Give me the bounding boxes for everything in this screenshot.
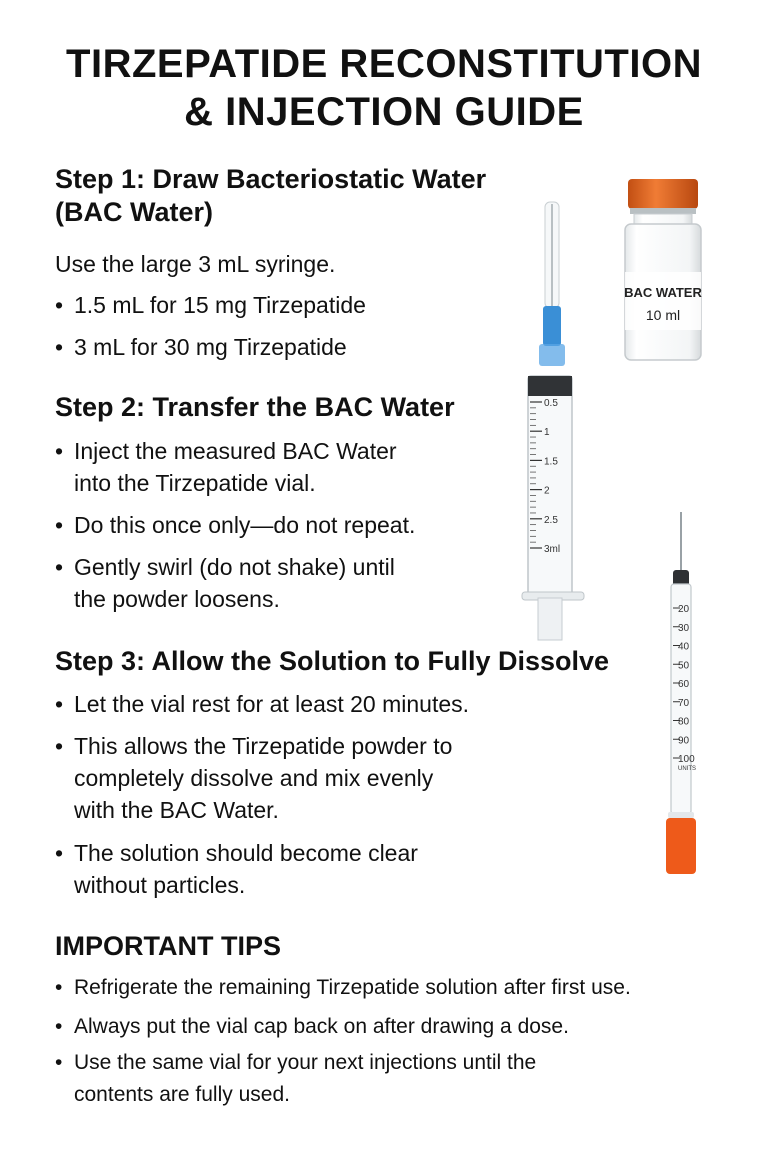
tips-heading: IMPORTANT TIPS — [55, 931, 281, 961]
text-line: completely dissolve and mix evenly — [74, 765, 434, 791]
text-line: into the Tirzepatide vial. — [74, 470, 316, 496]
step3-bullet-3-text — [74, 837, 418, 901]
insulin-syringe-tick-label: 40 — [678, 641, 690, 653]
big-syringe-tick-label: 0.5 — [544, 398, 558, 409]
text-line: with the BAC Water. — [74, 797, 279, 823]
insulin-syringe-icon — [650, 510, 720, 880]
text-line: Let the vial rest for at least 20 minutes. — [74, 691, 470, 717]
step1-bullet-1-text: 1.5 mL for 15 mg Tirzepatide — [74, 292, 366, 318]
big-syringe-tick-label: 1.5 — [544, 456, 558, 468]
syringe-hub — [543, 306, 561, 346]
insulin-syringe-tick-label: 100 — [678, 754, 695, 765]
bullet-dot: • — [55, 1015, 63, 1038]
step1-heading-line-2: (BAC Water) — [55, 197, 213, 227]
bullet-dot: • — [55, 840, 64, 866]
title-line-2: & INJECTION GUIDE — [184, 90, 584, 134]
insulin-syringe-tick-label: 90 — [678, 735, 690, 747]
step3-bullet-1-text — [74, 688, 469, 720]
step1-heading-line-1: Step 1: Draw Bacteriostatic Water — [55, 164, 487, 194]
tips-bullet-2-text — [74, 1011, 569, 1043]
vial-label-line-2: 10 ml — [645, 307, 681, 323]
bullet-dot: • — [55, 1051, 63, 1074]
bullet-dot: • — [55, 438, 64, 464]
text-line: The solution should become clear — [74, 840, 418, 866]
bullet-dot: • — [55, 554, 64, 580]
text-line: Do this once only—do not repeat. — [74, 512, 416, 538]
bullet-dot: • — [55, 334, 64, 360]
text-line: Gently swirl (do not shake) until — [74, 554, 395, 580]
syringe-barrel — [528, 376, 572, 596]
big-syringe-tick-label: 2.5 — [544, 514, 558, 526]
page-title — [0, 40, 768, 136]
syringe-plunger — [538, 598, 562, 640]
bullet-dot: • — [55, 292, 64, 318]
text-line: Inject the measured BAC Water — [74, 438, 397, 464]
tips-bullet-3-text — [74, 1047, 536, 1111]
bullet-dot: • — [55, 512, 64, 538]
title-line-1: TIRZEPATIDE RECONSTITUTION — [66, 42, 702, 86]
bullet-dot: • — [55, 691, 64, 717]
step1-bullet-2-text: 3 mL for 30 mg Tirzepatide — [74, 334, 347, 360]
insulin-syringe-tick-label: 80 — [678, 716, 690, 728]
vial-cap — [628, 179, 698, 209]
big-syringe-tick-label: 2 — [544, 485, 550, 497]
insulin-syringe-cap — [666, 818, 696, 874]
vial-label-line-1: BAC WATER — [624, 285, 702, 300]
insulin-syringe-tick-label: 30 — [678, 622, 690, 634]
text-line: Always put the vial cap back on after drawing a dose. — [74, 1015, 569, 1038]
bullet-dot: • — [55, 733, 64, 759]
text-line: Refrigerate the remaining Tirzepatide solution after first use. — [74, 976, 631, 999]
insulin-syringe-tick-label: 50 — [678, 660, 690, 672]
large-syringe-icon — [518, 200, 588, 650]
big-syringe-tick-label: 3ml — [544, 544, 561, 555]
text-line: Use the same vial for your next injections until the — [74, 1051, 537, 1074]
text-line: without particles. — [74, 872, 246, 898]
step3-heading: Step 3: Allow the Solution to Fully Dissolve — [55, 646, 610, 676]
insulin-syringe-tick-label: 60 — [678, 679, 690, 690]
text-line: contents are fully used. — [74, 1083, 290, 1106]
big-syringe-tick-label: 1 — [544, 427, 550, 439]
step3-bullet-2-text — [74, 730, 452, 826]
step2-heading: Step 2: Transfer the BAC Water — [55, 392, 455, 422]
step2-bullet-3-text — [74, 551, 395, 615]
step2-bullet-2-text — [74, 509, 415, 541]
insulin-syringe-tick-label: 20 — [678, 604, 690, 615]
bullet-dot: • — [55, 976, 63, 999]
bac-water-vial-icon — [620, 176, 706, 366]
insulin-syringe-units-label: UNITS — [678, 766, 696, 772]
step1-intro: Use the large 3 mL syringe. — [55, 251, 336, 277]
step1-heading — [55, 163, 486, 229]
insulin-syringe-tick-label: 70 — [678, 697, 690, 709]
text-line: This allows the Tirzepatide powder to — [74, 733, 453, 759]
step2-bullet-1-text — [74, 435, 397, 499]
tips-bullet-1-text — [74, 972, 631, 1004]
text-line: the powder loosens. — [74, 586, 280, 612]
